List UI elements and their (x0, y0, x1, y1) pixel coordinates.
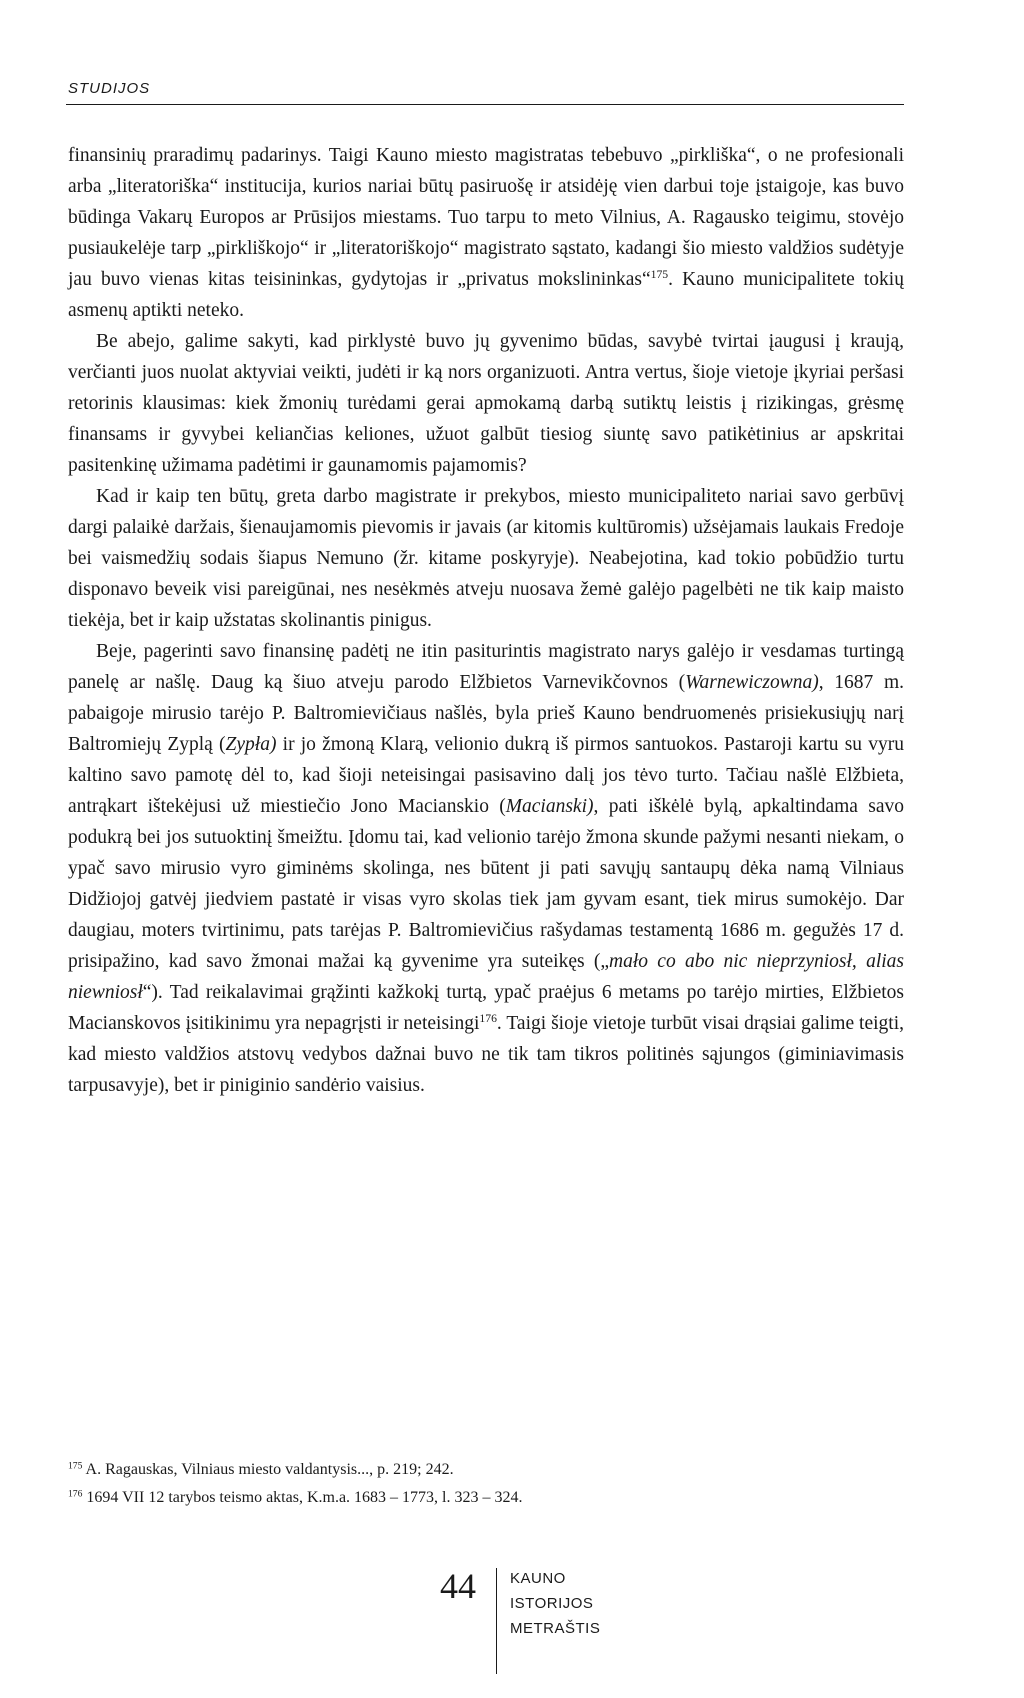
text-run: , 1687 m. pabaigoje mirusio tarėjo P. Baltromievičiaus našlės, byla prieš Kauno bendruomenės prisiekusiųjų narį Baltromiejų Zyplą ( (68, 672, 905, 755)
paragraph (68, 481, 904, 636)
text-run: ir jo žmoną Klarą, velionio dukrą iš pirmos santuokos. Pastaroji kartu su vyru kaltino savo pamotę dėl to, kad šioji neteisingai pasisavino dalį jos tėvo turto. Tačiau našlė Elžbieta, antrąkart ištekėjusi už miestiečio Jono Macianskio ( (68, 734, 904, 817)
header-rule (66, 104, 904, 105)
italic-citation: Warnewiczowna) (685, 672, 819, 693)
paragraph (68, 140, 904, 326)
text-run: Beje, pagerinti savo finansinę padėtį ne itin pasiturintis magistrato narys galėjo ir vesdamas turtingą panelę ar našlę. Daug ką šiuo atveju parodo Elžbietos Varnevikčovnos ( (68, 641, 904, 693)
journal-title-line: KAUNO (510, 1570, 566, 1587)
text-run: Kad ir kaip ten būtų, greta darbo magistrate ir prekybos, miesto municipaliteto nariai savo gerbūvį dargi palaikė daržais, šienaujamomis pievomis ir javais (ar kitomis kultūromis) užsėjamais laukais Fredoje bei vaismedžių sodais šiapus Nemuno (žr. kitame poskyryje). Neabejotina, kad tokio pobūdžio turtu disponavo beveik visi pareigūnai, nes nesėkmės atveju nuosava žemė galėjo pagelbėti ne tik kaip maisto tiekėja, bet ir kaip užstatas skolinantis pinigus. (68, 486, 904, 631)
paragraph (68, 326, 904, 481)
paragraph (68, 636, 904, 1101)
running-header: STUDIJOS (68, 80, 151, 97)
footnote (68, 1484, 904, 1512)
footer-divider (496, 1568, 497, 1674)
footnotes (68, 1456, 904, 1512)
footnote-number: 176 (68, 1488, 83, 1500)
journal-title (510, 1566, 600, 1641)
footnote-reference: 176 (479, 1011, 497, 1025)
page-number: 44 (440, 1566, 476, 1606)
text-run: finansinių praradimų padarinys. Taigi Kauno miesto magistratas tebebuvo „pirkliška“, o ne profesionali arba „literatoriška“ institucija, kurios nariai būtų pasiruošę ir atsidėję vien darbui toje įstaigoje, kas buvo būdinga Vakarų Europos ar Prūsijos miestams. Tuo tarpu to meto Vilnius, A. Ragausko teigimu, stovėjo pusiaukelėje tarp „pirkliškojo“ ir „literatoriškojo“ magistrato sąstato, kadangi šio miesto valdžios sudėtyje jau buvo vienas kitas teisininkas, gydytojas ir „privatus mokslininkas“ (68, 145, 904, 290)
text-run: . Kauno municipalitete tokių asmenų aptikti neteko. (68, 269, 904, 321)
footnote-reference: 175 (650, 267, 669, 281)
main-text (68, 140, 904, 1101)
text-run: Be abejo, galime sakyti, kad pirklystė buvo jų gyvenimo būdas, savybė tvirtai įaugusi į kraują, verčianti juos nuolat aktyviai veikti, judėti ir ką nors organizuoti. Antra vertus, šioje vietoje įkyriai peršasi retorinis klausimas: kiek žmonių turėdami gerai apmokamą darbą sutiktų leistis į rizikingas, grėsmę finansams ir gyvybei keliančias keliones, užuot galbūt tiesiog siuntę savo patikėtinius ar apskritai pasitenkinę užimama padėtimi ir gaunamomis pajamomis? (68, 331, 904, 476)
text-run: , pati iškėlė bylą, apkaltindama savo podukrą bei jos sutuoktinį šmeižtu. Įdomu tai, kad velionio tarėjo žmona skunde pažymi nesanti niekam, o ypač savo mirusio vyro giminėms skolinga, nes būtent ji pati savųjų santaupų dėka namą Vilniaus Didžiojoj gatvėj jiedviem pastatė ir visas vyro skolas tiek jam gyvam esant, tiek mirus sumokėjo. Dar daugiau, moters tvirtinimu, pats tarėjas P. Baltromievičius rašydamas testamentą 1686 m. gegužės 17 d. prisipažino, kad savo žmonai mažai ką gyvenime yra suteikęs („ (68, 796, 904, 972)
text-run: . Taigi šioje vietoje turbūt visai drąsiai galime teigti, kad miesto valdžios atstovų vedybos dažnai buvo ne tik tam tikros politinės sąjungos (giminiavimasis tarpusavyje), bet ir piniginio sandėrio vaisius. (68, 1013, 905, 1096)
footnote-number: 175 (68, 1460, 83, 1472)
text-run: “). Tad reikalavimai grąžinti kažkokį turtą, ypač praėjus 6 metams po tarėjo mirties, Elžbietos Macianskovos įsitikinimu yra nepagrįsti ir neteisingi (68, 982, 904, 1034)
italic-citation: Macianski) (505, 796, 594, 817)
journal-title-line: ISTORIJOS (510, 1595, 594, 1612)
italic-citation: Zypła) (225, 734, 277, 755)
footnote-text: 1694 VII 12 tarybos teismo aktas, K.m.a. 1683 – 1773, l. 323 – 324. (82, 1489, 523, 1506)
journal-title-line: METRAŠTIS (510, 1620, 601, 1637)
footnote (68, 1456, 904, 1484)
footnote-text: A. Ragauskas, Vilniaus miesto valdantysis..., p. 219; 242. (82, 1461, 454, 1478)
italic-citation: mało co abo nic nieprzyniosł, alias niewniosł (68, 951, 904, 1003)
